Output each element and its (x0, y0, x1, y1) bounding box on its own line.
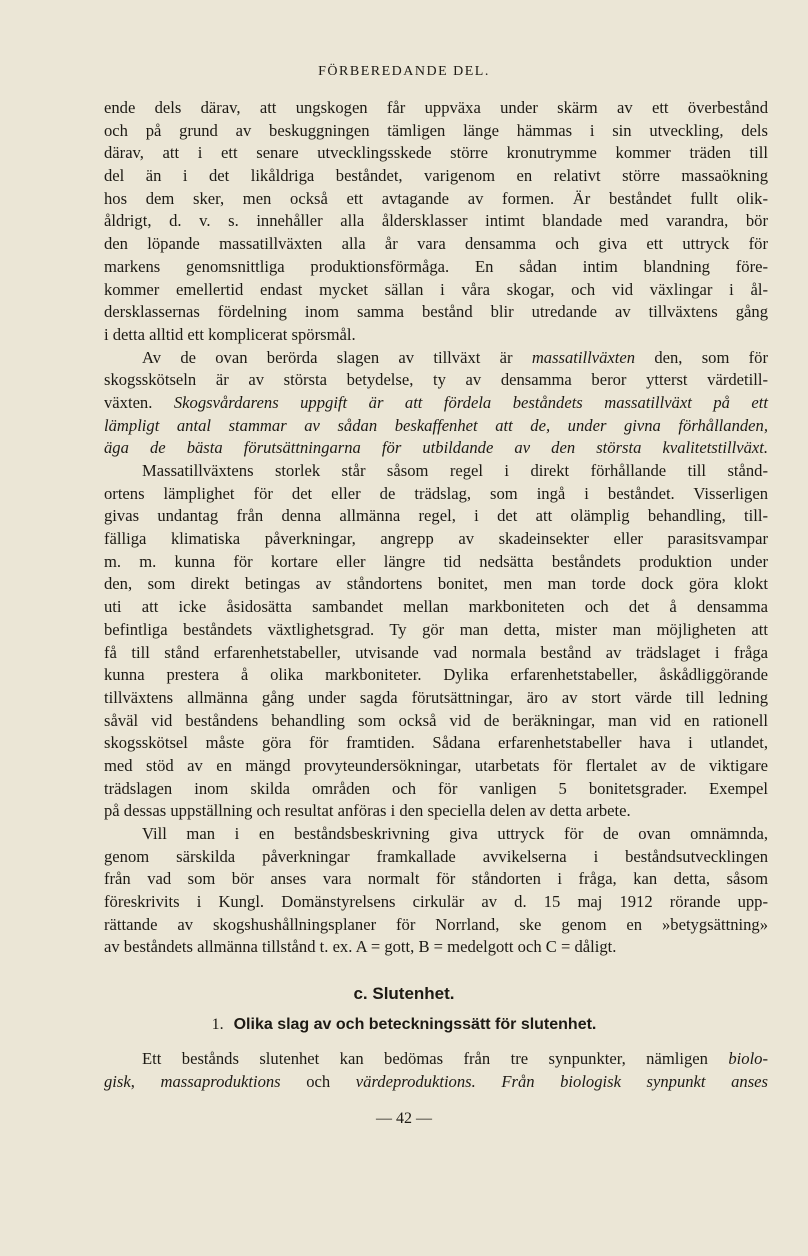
text-line: gisk, massaproduktions och värdeproduktions. Från biologisk synpunkt anses (104, 1071, 768, 1091)
text-line: växten. Skogsvårdarens uppgift är att fördela beståndets massatillväxt på ett (104, 392, 768, 412)
paragraph-3 (104, 460, 768, 823)
text-line: Vill man i en beståndsbeskrivning giva uttryck för de ovan omnämnda, (142, 824, 768, 843)
emphasis: äga de bästa förutsättningarna för utbildande av den största kvalitetstillväxt. (104, 438, 768, 458)
text-line: skogsskötsel måste göra för framtiden. Sådana erfarenhetstabeller hava i utlandet, (104, 733, 768, 753)
text-line: skogsskötseln är av största betydelse, ty av densamma beror ytterst värdetill- (104, 370, 768, 390)
paragraph-4 (104, 823, 768, 959)
text-line: på dessas uppställning och resultat anföras i den speciella delen av detta arbete. (104, 801, 631, 821)
subsection-number: 1. (211, 1016, 224, 1033)
text-line: m. m. kunna för kortare eller längre tid nedsätta beståndets produktion under (104, 551, 768, 571)
text-line: föreskrivits i Kungl. Domänstyrelsens cirkulär av d. 15 maj 1912 rörande upp- (104, 892, 768, 912)
text-line: få till stånd erfarenhetstabeller, utvisande vad normala bestånd av trädslaget i fråga (104, 642, 768, 662)
text-line: markens genomsnittliga produktionsförmåga. En sådan intim blandning före- (104, 256, 768, 276)
section-heading: c. Slutenhet. (353, 984, 455, 1003)
text-line: fälliga klimatiska påverkningar, angrepp av skadeinsekter eller parasitsvampar (104, 529, 768, 549)
text-line: av beståndets allmänna tillstånd t. ex. A = gott, B = medelgott och C = dåligt. (104, 937, 617, 957)
text-line: del än i det likåldriga beståndet, varigenom en relativt större massaökning (104, 166, 768, 186)
text-line: uti att icke åsidosätta sambandet mellan markboniteten och det å densamma (104, 597, 768, 617)
subsection-title: Olika slag av och beteckningssätt för slutenhet. (233, 1016, 597, 1033)
emphasis: massaproduktions (160, 1071, 281, 1091)
text-line: trädslagen inom skilda områden och för vanligen 5 bonitetsgrader. Exempel (104, 778, 768, 798)
text-line: från vad som bör anses vara normalt för ståndorten i fråga, kan detta, såsom (104, 869, 768, 889)
paragraph-1 (104, 97, 768, 347)
text-line: tillväxtens allmänna gång under sagda förutsättningar, äro av stort värde till ledning (104, 687, 768, 707)
text-line (104, 437, 768, 460)
text-line: därav, att i ett senare utvecklingsskede större kronutrymme kommer träden till (104, 143, 768, 163)
text-line: givas undantag från denna allmänna regel, i det att olämplig behandling, till- (104, 506, 768, 526)
text-line: ende dels därav, att ungskogen får uppväxa under skärm av ett överbestånd (104, 98, 768, 117)
text-line: kunna prestera å olika markboniteter. Dylika erfarenhetstabeller, åskådliggörande (104, 665, 768, 685)
subsection-heading (0, 1016, 808, 1034)
text-line: rättande av skogshushållningsplaner för Norrland, ske genom en »betygsättning» (104, 914, 768, 934)
text-line: och på grund av beskuggningen tämligen länge hämmas i sin utveckling, dels (104, 120, 768, 140)
text-line: med stöd av en mängd provyteundersökningar, utarbetats för flertalet av de viktigare (104, 755, 768, 775)
running-header: FÖRBEREDANDE DEL. (318, 64, 490, 79)
text-line: Massatillväxtens storlek står såsom regel i direkt förhållande till stånd- (142, 461, 768, 480)
text-line: genom särskilda påverkningar framkallade avvikelserna i beståndsutvecklingen (104, 846, 768, 866)
text-line: Av de ovan berörda slagen av tillväxt är massatillväxten den, som för (142, 347, 768, 367)
text-line: hos dem sker, men också ett avtagande av formen. Är beståndet fullt olik- (104, 188, 768, 208)
emphasis: värdeproduktions. Från biologisk synpunkt anses (355, 1071, 768, 1091)
emphasis: biolo- (728, 1049, 768, 1068)
text-line: i detta alltid ett komplicerat spörsmål. (104, 324, 356, 344)
text-line: Ett bestånds slutenhet kan bedömas från tre synpunkter, nämligen biolo- (142, 1049, 768, 1068)
emphasis: gisk (104, 1071, 131, 1091)
section-intro (104, 1048, 768, 1093)
emphasis: Skogsvårdarens uppgift är att fördela beståndets massatillväxt på ett (173, 392, 768, 412)
page-number: — 42 — (376, 1110, 432, 1127)
text-line: ortens lämplighet för det eller de trädslag, som ingå i beståndet. Visserligen (104, 483, 768, 503)
paragraph-2 (104, 347, 768, 460)
emphasis: massatillväxten (531, 347, 636, 367)
text-line: den, som direkt betingas av ståndortens bonitet, men man torde dock göra klokt (104, 574, 768, 594)
text-line: såväl vid beståndens behandling som också vid de beräkningar, man vid en rationell (104, 710, 768, 730)
emphasis: lämpligt antal stammar av sådan beskaffenhet att de, under givna förhållanden, (104, 415, 768, 435)
text-line: den löpande massatillväxten alla år vara densamma och giva ett uttryck för (104, 234, 768, 254)
text-line: dersklassernas fördelning inom samma bestånd blir utredande av tillväxtens gång (104, 302, 768, 322)
text-line: befintliga beståndets växtlighetsgrad. Ty gör man detta, mister man möjligheten att (104, 619, 768, 639)
text-line: kommer emellertid endast mycket sällan i våra skogar, och vid växlingar i ål- (104, 279, 768, 299)
body-text (104, 97, 768, 959)
text-line (104, 415, 768, 438)
text-line: åldrigt, d. v. s. innehåller alla åldersklasser intimt blandade med varandra, bör (104, 211, 768, 231)
